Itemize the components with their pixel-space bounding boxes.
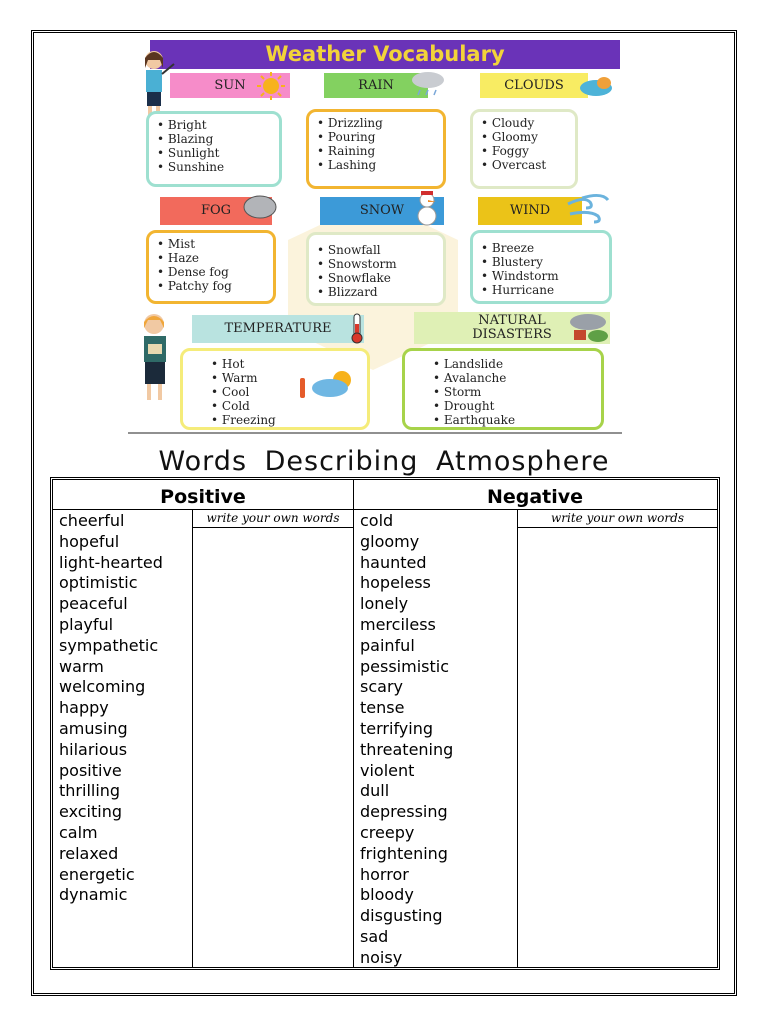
word-item: exciting bbox=[59, 802, 123, 822]
word-item: • Earthquake bbox=[413, 413, 593, 427]
negative-column-header: Negative bbox=[486, 486, 584, 508]
word-item: relaxed bbox=[59, 843, 119, 863]
word-item: • Pouring bbox=[317, 130, 435, 144]
word-item: pessimistic bbox=[360, 656, 449, 676]
clouds-icon bbox=[574, 74, 620, 100]
word-box-clouds bbox=[470, 109, 578, 189]
word-item: creepy bbox=[360, 822, 415, 842]
word-item: • Drizzling bbox=[317, 116, 435, 130]
page-heading: Words Describing Atmosphere bbox=[158, 446, 610, 477]
word-item: calm bbox=[59, 822, 98, 842]
word-item: tense bbox=[360, 698, 405, 718]
word-item: disgusting bbox=[360, 906, 443, 926]
category-label-rain: RAIN bbox=[324, 73, 428, 98]
poster-title: Weather Vocabulary bbox=[150, 40, 620, 69]
own-words-label-negative: write your own words bbox=[551, 511, 684, 525]
word-item: haunted bbox=[360, 552, 427, 572]
word-item: energetic bbox=[59, 864, 135, 884]
word-item: merciless bbox=[360, 614, 436, 634]
word-item: optimistic bbox=[59, 573, 138, 593]
word-item: playful bbox=[59, 614, 114, 634]
positive-column-header: Positive bbox=[160, 486, 246, 508]
word-item: cold bbox=[360, 511, 394, 530]
word-item: • Overcast bbox=[481, 158, 567, 172]
word-item: hopeless bbox=[360, 573, 431, 593]
natural-disasters-icon bbox=[560, 312, 614, 344]
word-item: • Snowfall bbox=[317, 243, 435, 257]
word-item: • Cloudy bbox=[481, 116, 567, 130]
word-item: violent bbox=[360, 760, 415, 780]
word-item: lonely bbox=[360, 594, 409, 614]
word-item: gloomy bbox=[360, 531, 420, 551]
word-item: • Gloomy bbox=[481, 130, 567, 144]
word-box-rain bbox=[306, 109, 446, 189]
column-divider bbox=[353, 480, 354, 967]
word-item: frightening bbox=[360, 843, 448, 863]
fog-cloud-icon bbox=[240, 192, 280, 222]
word-item: • Hurricane bbox=[481, 283, 601, 297]
word-item: welcoming bbox=[59, 677, 146, 697]
word-item: happy bbox=[59, 698, 109, 718]
word-item: hopeful bbox=[59, 531, 120, 551]
word-item: cheerful bbox=[59, 511, 125, 530]
category-label-clouds: CLOUDS bbox=[480, 73, 588, 98]
word-item: thrilling bbox=[59, 781, 121, 801]
word-item: positive bbox=[59, 760, 122, 780]
word-item: • Lashing bbox=[317, 158, 435, 172]
word-item: • Landslide bbox=[413, 357, 593, 371]
category-label-fog: FOG bbox=[160, 197, 272, 225]
category-label-temperature: TEMPERATURE bbox=[192, 315, 364, 343]
negative-own-words-area[interactable] bbox=[518, 528, 717, 967]
category-label-snow: SNOW bbox=[320, 197, 444, 225]
word-item: • Storm bbox=[413, 385, 593, 399]
word-item: • Mist bbox=[157, 237, 265, 251]
wind-icon bbox=[564, 192, 614, 226]
word-item: • Raining bbox=[317, 144, 435, 158]
word-item: bloody bbox=[360, 885, 414, 905]
word-item: • Blustery bbox=[481, 255, 601, 269]
sun-icon bbox=[256, 70, 290, 102]
word-item: threatening bbox=[360, 739, 454, 759]
word-item: dynamic bbox=[59, 885, 128, 905]
teacher-with-book-icon bbox=[134, 308, 178, 404]
word-item: • Haze bbox=[157, 251, 265, 265]
word-item: • Cold bbox=[191, 399, 359, 413]
word-item: • Breeze bbox=[481, 241, 601, 255]
weather-thermometer-icon bbox=[296, 366, 362, 406]
word-item: peaceful bbox=[59, 594, 128, 614]
word-item: • Sunlight bbox=[157, 146, 271, 160]
word-item: noisy bbox=[360, 947, 403, 967]
positive-own-words-area[interactable] bbox=[193, 528, 353, 967]
word-item: sad bbox=[360, 926, 389, 946]
category-label-wind: WIND bbox=[478, 197, 582, 225]
word-item: amusing bbox=[59, 718, 128, 738]
word-item: • Blazing bbox=[157, 132, 271, 146]
word-item: • Avalanche bbox=[413, 371, 593, 385]
word-item: • Snowflake bbox=[317, 271, 435, 285]
word-item: warm bbox=[59, 656, 104, 676]
word-item: light-hearted bbox=[59, 552, 163, 572]
atmosphere-words-table bbox=[50, 477, 720, 970]
word-item: • Bright bbox=[157, 118, 271, 132]
word-item: scary bbox=[360, 677, 403, 697]
word-box-wind bbox=[470, 230, 612, 304]
word-item: horror bbox=[360, 864, 409, 884]
word-box-fog bbox=[146, 230, 276, 304]
own-words-label-positive: write your own words bbox=[206, 511, 340, 525]
word-box-natural-disasters bbox=[402, 348, 604, 430]
weather-vocabulary-poster bbox=[128, 40, 622, 434]
word-box-sun bbox=[146, 111, 282, 187]
word-box-snow bbox=[306, 232, 446, 306]
word-item: • Snowstorm bbox=[317, 257, 435, 271]
header-divider bbox=[53, 509, 717, 510]
word-item: • Freezing bbox=[191, 413, 359, 427]
word-item: • Hot bbox=[191, 357, 359, 371]
word-item: • Blizzard bbox=[317, 285, 435, 299]
word-item: • Warm bbox=[191, 371, 359, 385]
word-item: • Sunshine bbox=[157, 160, 271, 174]
word-item: depressing bbox=[360, 802, 448, 822]
category-label-sun: SUN bbox=[170, 73, 290, 98]
word-item: • Windstorm bbox=[481, 269, 601, 283]
positive-word-list bbox=[59, 511, 163, 906]
word-item: hilarious bbox=[59, 739, 128, 759]
word-item: painful bbox=[360, 635, 415, 655]
snowman-icon bbox=[410, 190, 446, 226]
word-item: • Drought bbox=[413, 399, 593, 413]
word-item: • Foggy bbox=[481, 144, 567, 158]
category-label-line: NATURAL bbox=[478, 313, 546, 328]
thermometer-icon bbox=[342, 310, 372, 346]
negative-word-list bbox=[360, 511, 453, 969]
word-item: dull bbox=[360, 781, 390, 801]
rain-cloud-icon bbox=[404, 68, 454, 98]
word-item: • Patchy fog bbox=[157, 279, 265, 293]
word-item: sympathetic bbox=[59, 635, 159, 655]
word-item: terrifying bbox=[360, 718, 433, 738]
category-label-line: DISASTERS bbox=[472, 327, 552, 342]
word-item: • Dense fog bbox=[157, 265, 265, 279]
word-item: • Cool bbox=[191, 385, 359, 399]
